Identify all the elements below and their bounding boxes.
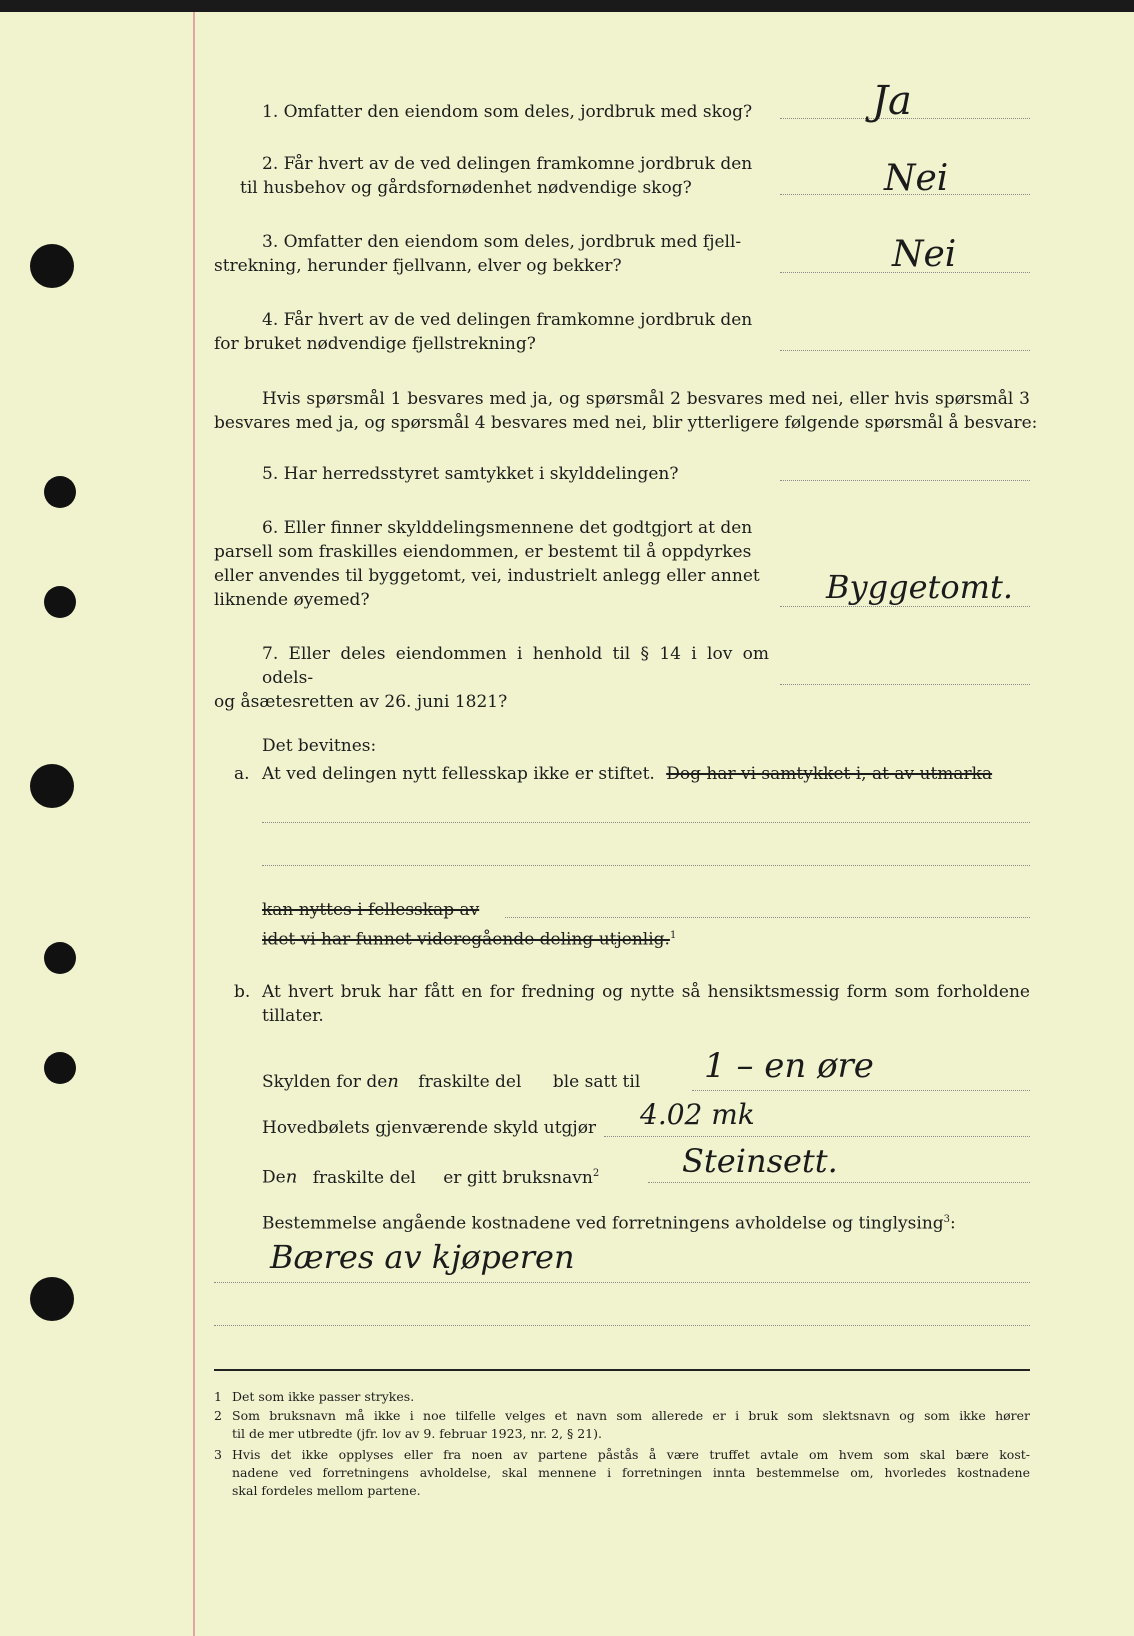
- attest-b-marker: b.: [234, 982, 251, 1002]
- kost-label-colon: :: [950, 1213, 956, 1234]
- answer-line-4: [780, 350, 1030, 351]
- hoved-label: Hovedbølets gjenværende skyld utgjør: [262, 1118, 597, 1138]
- footnote-rule: [214, 1369, 1030, 1371]
- footnote-3-line-2-wrap: [232, 1464, 1030, 1482]
- punch-hole: [30, 1277, 74, 1321]
- question-2: [240, 152, 795, 200]
- footnote-2-line-2: til de mer utbredte (jfr. lov av 9. februar 1923, nr. 2, § 21).: [232, 1426, 602, 1441]
- attest-a-text: [262, 762, 992, 786]
- question-7-line-1: 7. Eller deles eiendommen i henhold til § 14 i lov om odels-: [262, 644, 769, 688]
- struck-line-2: idet vi har funnet videregående deling utjenlig.: [262, 929, 670, 950]
- answer-line-5: [780, 480, 1030, 481]
- navn-label-part-3: er gitt bruksnavn: [443, 1167, 593, 1188]
- question-6-line-3: eller anvendes til byggetomt, vei, industrielt anlegg eller annet: [214, 566, 760, 586]
- footnote-3-line-2: nadene ved forretningens avholdelse, skal mennene i forretningen innta bestemmelse om, hvorledes kostnadene: [232, 1465, 1030, 1480]
- footnote-2-num: 2: [214, 1408, 222, 1423]
- footnote-2-line-1-wrap: [232, 1407, 1030, 1425]
- question-5: 5. Har herredsstyret samtykket i skylddelingen?: [262, 464, 679, 484]
- hoved-value-handwritten: 4.02 mk: [640, 1098, 755, 1131]
- margin-line: [193, 12, 195, 1636]
- struck-line-2-wrap: [262, 924, 676, 952]
- answer-2-handwritten: Nei: [884, 158, 949, 199]
- answer-6-handwritten: Byggetomt.: [826, 568, 1013, 606]
- navn-label: [262, 1162, 599, 1190]
- attest-a-main: At ved delingen nytt fellesskap ikke er stiftet.: [262, 764, 655, 784]
- question-7: [214, 642, 769, 714]
- footnote-3-line-1-wrap: [232, 1446, 1030, 1464]
- navn-label-part-1: De: [262, 1167, 286, 1188]
- navn-handwritten-suffix: n: [285, 1166, 298, 1188]
- kost-footnote-ref: 3: [943, 1214, 951, 1225]
- attest-b-line-1: At hvert bruk har fått en for fredning og nytte så hensiktsmessig form som forholdene: [262, 982, 1030, 1002]
- answer-line-6: [780, 606, 1030, 607]
- kost-value-handwritten: Bæres av kjøperen: [270, 1238, 575, 1276]
- kost-label: [262, 1208, 956, 1236]
- question-2-line-2: til husbehov og gårdsfornødenhet nødvendige skog?: [240, 178, 692, 198]
- footnote-3-num: 3: [214, 1447, 222, 1462]
- skylden-label-part-2: fraskilte del: [418, 1072, 522, 1092]
- skylden-value-handwritten: 1 – en øre: [704, 1046, 874, 1086]
- question-4-line-1: 4. Får hvert av de ved delingen framkomne jordbruk den: [262, 310, 753, 330]
- punch-hole: [30, 244, 74, 288]
- question-3-line-2: strekning, herunder fjellvann, elver og bekker?: [214, 256, 622, 276]
- skylden-label-part-1: Skylden for de: [262, 1072, 388, 1092]
- kost-line-1: [214, 1282, 1030, 1283]
- question-3-line-1: 3. Omfatter den eiendom som deles, jordbruk med fjell-: [262, 232, 742, 252]
- instruction-paragraph: [214, 387, 1030, 411]
- punch-hole: [44, 476, 76, 508]
- footnote-2-line-1: Som bruksnavn må ikke i noe tilfelle velges et navn som allerede er i bruk som slektsnavn og som ikke hører: [232, 1408, 1030, 1423]
- skylden-handwritten-suffix: n: [387, 1071, 399, 1092]
- question-1: 1. Omfatter den eiendom som deles, jordbruk med skog?: [262, 102, 753, 122]
- answer-line-7: [780, 684, 1030, 685]
- blank-line-struck-1: [505, 917, 1030, 918]
- attest-a-marker: a.: [234, 764, 250, 784]
- punch-hole: [44, 1052, 76, 1084]
- blank-line-a-1: [262, 822, 1030, 823]
- footnote-1: Det som ikke passer strykes.: [232, 1389, 415, 1404]
- attest-b-line-1-wrap: [262, 980, 1030, 1004]
- question-7-line-2: og åsætesretten av 26. juni 1821?: [214, 692, 508, 712]
- navn-label-part-2: fraskilte del: [312, 1167, 416, 1188]
- skylden-line: [692, 1090, 1030, 1091]
- kost-line-2: [214, 1325, 1030, 1326]
- question-6-line-4: liknende øyemed?: [214, 590, 370, 610]
- kost-label-text: Bestemmelse angående kostnadene ved forretningens avholdelse og tinglysing: [262, 1213, 944, 1234]
- question-3: [214, 230, 769, 278]
- attest-a-struck: Dog har vi samtykket i, at av utmarka: [666, 764, 993, 784]
- blank-line-a-2: [262, 865, 1030, 866]
- navn-line: [648, 1182, 1030, 1183]
- answer-1-handwritten: Ja: [872, 78, 912, 124]
- answer-3-handwritten: Nei: [892, 234, 957, 275]
- question-4-line-2: for bruket nødvendige fjellstrekning?: [214, 334, 536, 354]
- struck-line-1: kan nyttes i fellesskap av: [262, 900, 480, 920]
- question-6-line-2: parsell som fraskilles eiendommen, er bestemt til å oppdyrkes: [214, 542, 752, 562]
- punch-hole: [44, 586, 76, 618]
- question-2-line-1: 2. Får hvert av de ved delingen framkomne jordbruk den: [262, 154, 753, 174]
- instruction-line-2: besvares med ja, og spørsmål 4 besvares med nei, blir ytterligere følgende spørsmål å besvare:: [214, 413, 1038, 433]
- attest-heading: Det bevitnes:: [262, 736, 377, 756]
- struck-line-2-footnote-ref: 1: [669, 930, 677, 941]
- question-4: [214, 308, 769, 356]
- footnote-3-line-3: skal fordeles mellom partene.: [232, 1483, 421, 1498]
- navn-footnote-ref: 2: [592, 1168, 600, 1179]
- instruction-line-1: Hvis spørsmål 1 besvares med ja, og spørsmål 2 besvares med nei, eller hvis spørsmål 3: [262, 389, 1030, 409]
- skylden-label-part-3: ble satt til: [552, 1072, 641, 1092]
- punch-hole: [44, 942, 76, 974]
- skylden-label: [262, 1070, 640, 1094]
- question-6-line-1: 6. Eller finner skylddelingsmennene det godtgjort at den: [262, 518, 753, 538]
- punch-hole: [30, 764, 74, 808]
- footnote-3-line-1: Hvis det ikke opplyses eller fra noen av partene påstås å være truffet avtale om hvem som skal bære kost-: [232, 1447, 1030, 1462]
- question-6: [214, 516, 769, 612]
- attest-b-line-2: tillater.: [262, 1006, 324, 1026]
- document-page: [0, 12, 1134, 1636]
- hoved-line: [604, 1136, 1030, 1137]
- footnote-1-num: 1: [214, 1389, 222, 1404]
- navn-value-handwritten: Steinsett.: [682, 1142, 838, 1180]
